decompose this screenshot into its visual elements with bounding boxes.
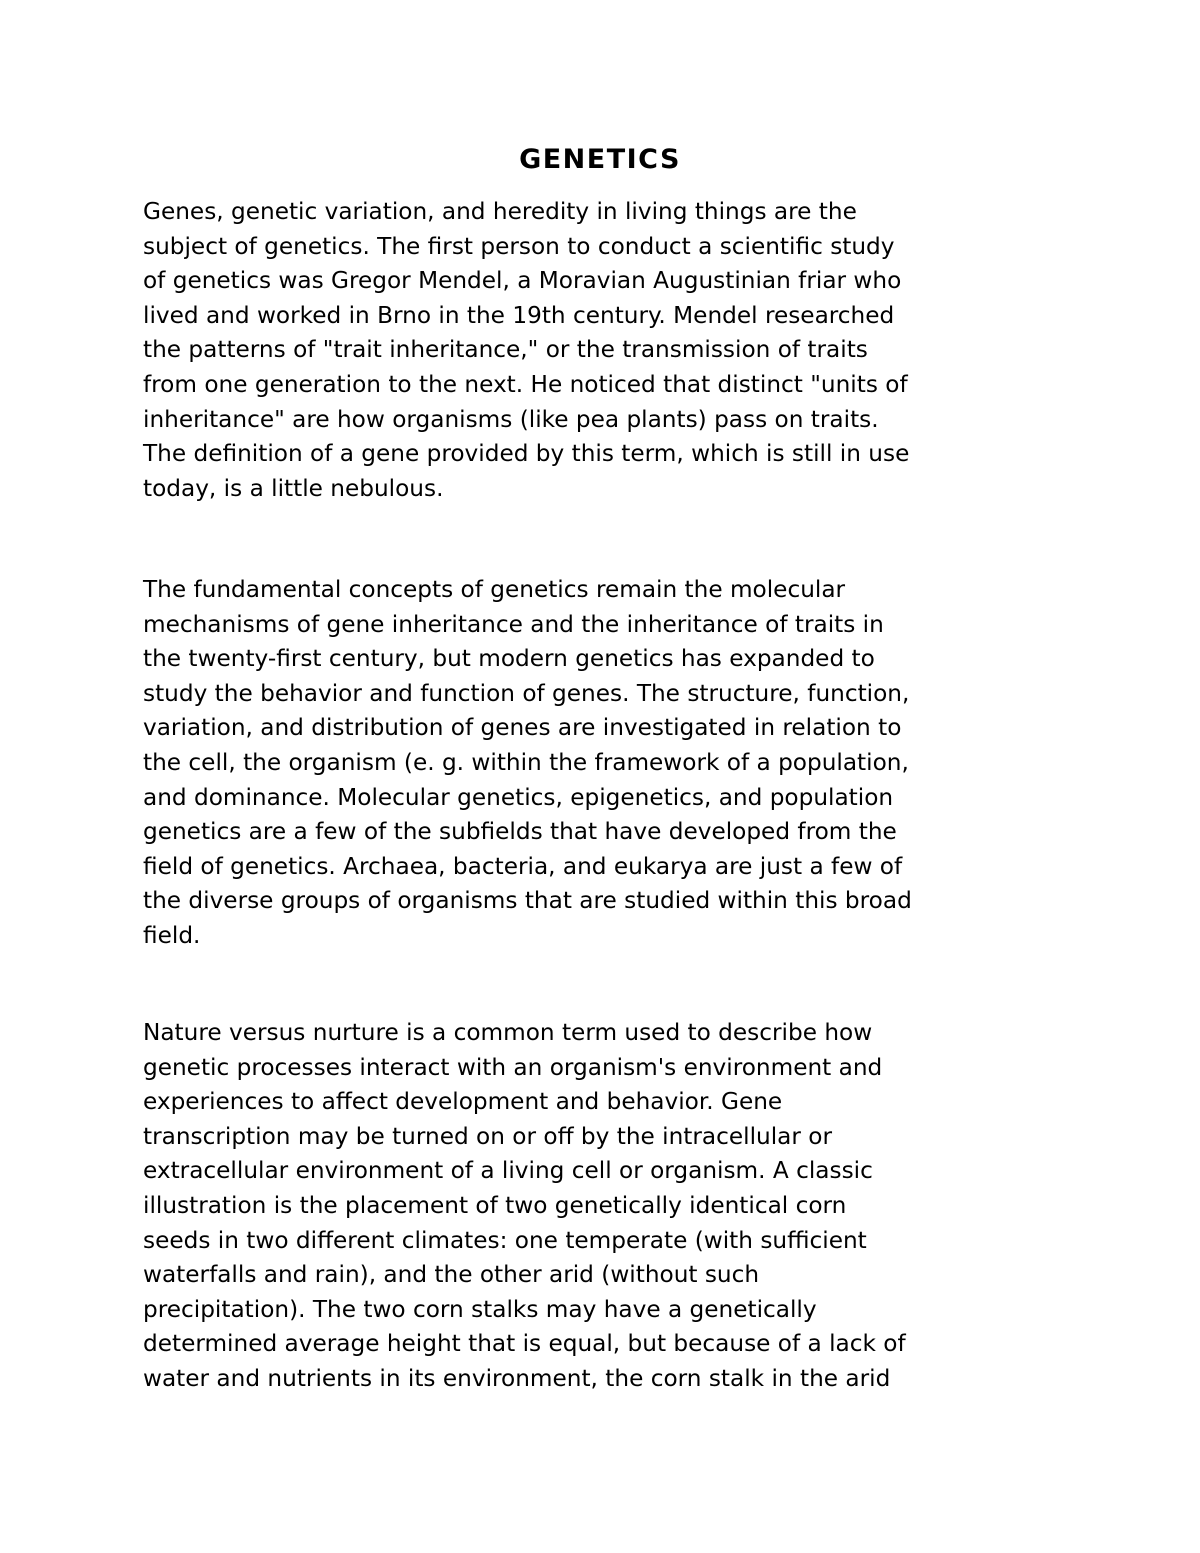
paragraph-line: and dominance. Molecular genetics, epigenetics, and population (143, 783, 894, 811)
paragraph-line: precipitation). The two corn stalks may have a genetically (143, 1295, 817, 1323)
paragraph-line: field of genetics. Archaea, bacteria, and eukarya are just a few of (143, 852, 903, 880)
paragraph-line: illustration is the placement of two genetically identical corn (143, 1191, 847, 1219)
paragraph-line: determined average height that is equal, but because of a lack of (143, 1330, 906, 1358)
paragraph-line: experiences to affect development and behavior. Gene (143, 1088, 783, 1116)
paragraph-line: The fundamental concepts of genetics remain the molecular (143, 576, 846, 603)
paragraph-line: variation, and distribution of genes are investigated in relation to (143, 714, 902, 742)
paragraph-1 (143, 195, 1073, 506)
paragraph-line: of genetics was Gregor Mendel, a Moravian Augustinian friar who (143, 267, 902, 295)
paragraph-line: Genes, genetic variation, and heredity in living things are the (143, 198, 857, 225)
paragraph-line: inheritance" are how organisms (like pea plants) pass on traits. (143, 405, 879, 433)
paragraph-line: today, is a little nebulous. (143, 474, 444, 502)
paragraph-line: field. (143, 921, 201, 949)
paragraph-line: seeds in two different climates: one temperate (with sufficient (143, 1226, 867, 1254)
paragraph-line: genetics are a few of the subfields that have developed from the (143, 818, 897, 846)
paragraph-line: genetic processes interact with an organism's environment and (143, 1053, 883, 1081)
paragraph-line: the diverse groups of organisms that are studied within this broad (143, 887, 912, 915)
paragraph-3 (143, 1016, 1073, 1397)
paragraph-line: Nature versus nurture is a common term used to describe how (143, 1019, 873, 1046)
paragraph-line: study the behavior and function of genes. The structure, function, (143, 679, 910, 707)
paragraph-line: extracellular environment of a living cell or organism. A classic (143, 1157, 873, 1185)
paragraph-line: from one generation to the next. He noticed that distinct "units of (143, 370, 908, 398)
paragraph-line: the patterns of "trait inheritance," or the transmission of traits (143, 336, 868, 364)
paragraph-line: water and nutrients in its environment, the corn stalk in the arid (143, 1364, 891, 1392)
paragraph-line: the twenty-first century, but modern genetics has expanded to (143, 645, 875, 673)
paragraph-line: lived and worked in Brno in the 19th century. Mendel researched (143, 301, 895, 329)
document-title: GENETICS (519, 144, 681, 175)
paragraph-line: mechanisms of gene inheritance and the inheritance of traits in (143, 610, 884, 638)
paragraph-line: waterfalls and rain), and the other arid (without such (143, 1261, 760, 1289)
paragraph-line: the cell, the organism (e. g. within the framework of a population, (143, 748, 909, 776)
paragraph-line: The definition of a gene provided by this term, which is still in use (143, 440, 910, 468)
paragraph-line: subject of genetics. The first person to conduct a scientific study (143, 232, 895, 260)
paragraph-2 (143, 573, 1073, 954)
paragraph-line: transcription may be turned on or off by the intracellular or (143, 1122, 833, 1150)
